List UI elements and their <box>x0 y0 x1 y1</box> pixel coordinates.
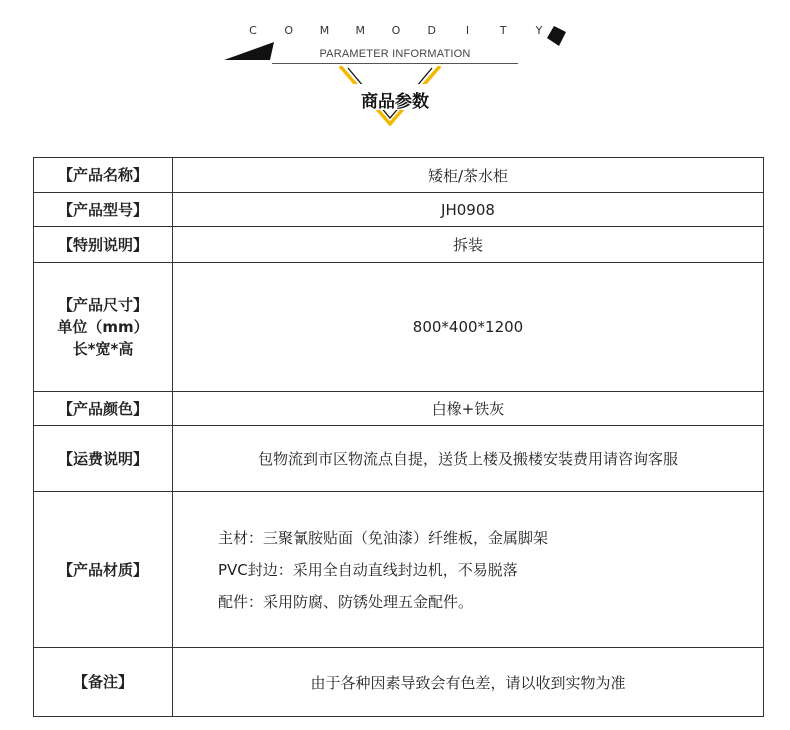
label-line: 单位（mm） <box>57 318 149 336</box>
row-value: 矮柜/茶水柜 <box>173 158 764 193</box>
material-line: PVC封边：采用全自动直线封边机，不易脱落 <box>218 560 518 579</box>
row-label: 【产品材质】 <box>34 492 173 648</box>
row-value: 包物流到市区物流点自提，送货上楼及搬楼安装费用请咨询客服 <box>173 426 764 492</box>
spec-table <box>33 157 764 717</box>
table-row <box>34 426 764 492</box>
commodity-letter: O <box>284 24 294 37</box>
row-label: 【产品颜色】 <box>34 392 173 426</box>
commodity-heading <box>246 24 546 42</box>
right-diamond-decoration <box>545 24 569 48</box>
commodity-letter: Y <box>535 24 543 37</box>
row-label: 【产品型号】 <box>34 193 173 227</box>
table-row <box>34 392 764 426</box>
header-divider <box>272 63 518 64</box>
table-row <box>34 263 764 392</box>
row-value <box>173 492 764 648</box>
material-line: 主材：三聚氰胺贴面（免油漆）纤维板，金属脚架 <box>218 528 549 547</box>
row-label: 【产品名称】 <box>34 158 173 193</box>
section-title: 商品参数 <box>361 92 429 112</box>
commodity-letter: D <box>427 24 436 37</box>
table-row <box>34 193 764 227</box>
commodity-letter: I <box>465 24 470 37</box>
table-row <box>34 227 764 263</box>
commodity-letter: O <box>391 24 401 37</box>
commodity-letter: M <box>319 24 330 37</box>
table-row <box>34 492 764 648</box>
row-value: JH0908 <box>173 193 764 227</box>
commodity-letter: C <box>249 24 257 37</box>
row-label: 【特别说明】 <box>34 227 173 263</box>
row-value: 拆装 <box>173 227 764 263</box>
row-value: 800*400*1200 <box>173 263 764 392</box>
row-label <box>34 263 173 392</box>
label-line: 【产品尺寸】 <box>57 296 148 314</box>
parameter-subtitle: PARAMETER INFORMATION <box>319 48 471 60</box>
material-line: 配件：采用防腐、防锈处理五金配件。 <box>218 592 474 611</box>
label-line: 长*宽*高 <box>72 340 134 358</box>
row-value: 白橡+铁灰 <box>173 392 764 426</box>
left-wedge-decoration <box>224 38 276 62</box>
commodity-letter: M <box>355 24 365 37</box>
row-label: 【运费说明】 <box>34 426 173 492</box>
row-label: 【备注】 <box>34 648 173 717</box>
row-value: 由于各种因素导致会有色差，请以收到实物为准 <box>173 648 764 717</box>
table-row <box>34 648 764 717</box>
section-header <box>0 0 790 150</box>
table-row <box>34 158 764 193</box>
commodity-letter: T <box>499 24 507 37</box>
